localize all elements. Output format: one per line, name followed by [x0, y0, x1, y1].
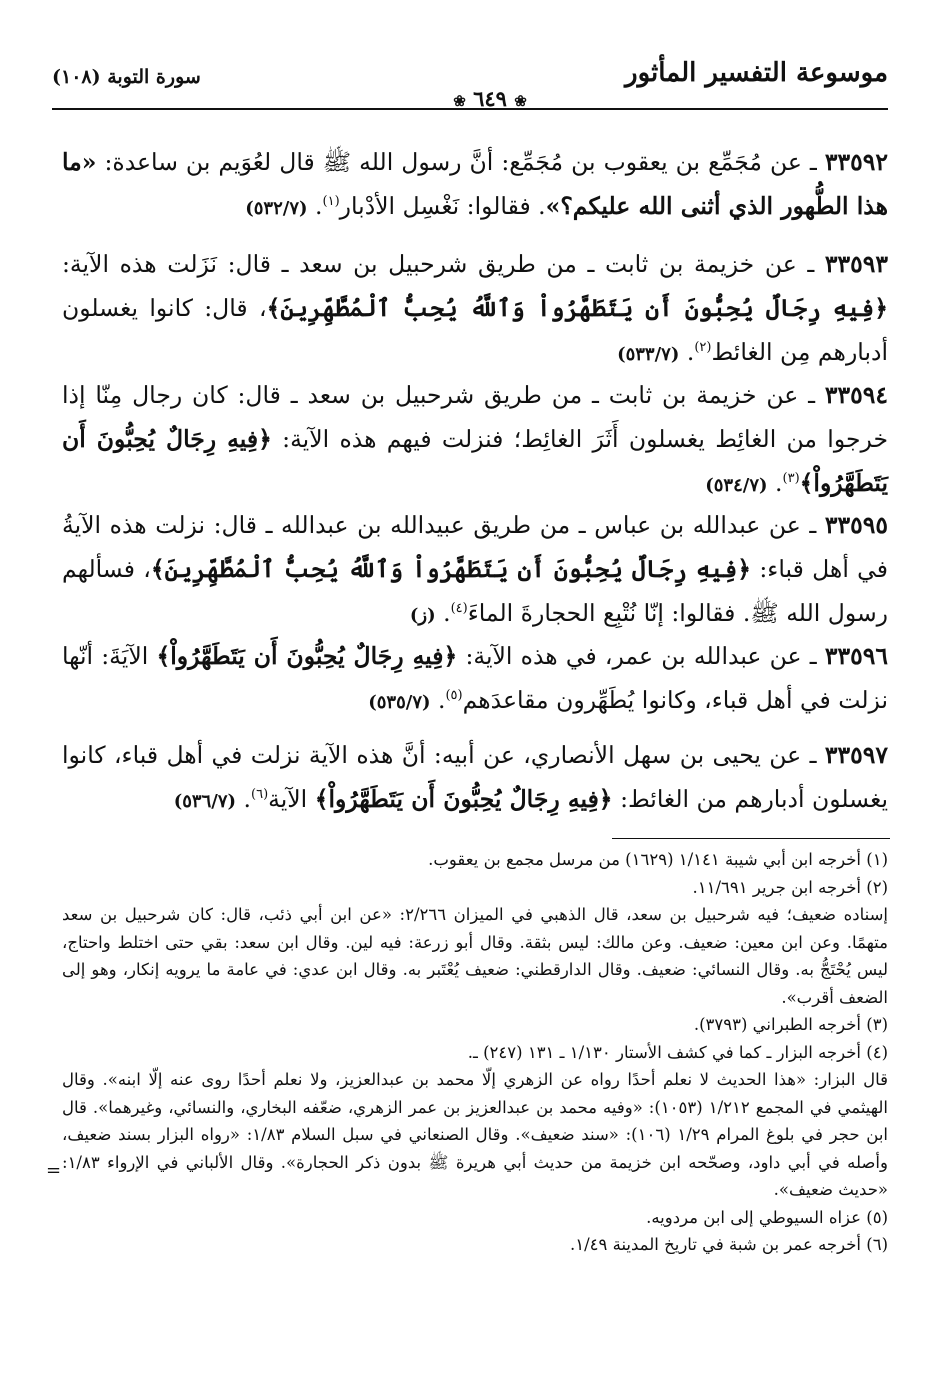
hadith-number: ٣٣٥٩٥	[824, 511, 888, 539]
hadith-entry: ٣٣٥٩٦ ـ عن عبدالله بن عمر، في هذه الآية: ﴿فِيهِ رِجَالٌ يُحِبُّونَ أَن يَتَطَهَّرُواْ﴾ الآيَةَ: أنّها نزلت في أهل قباء، وكانوا يُطَهِّرون مقاعدَهم$^{(٥)}$. (٥٣٥/٧)	[62, 642, 888, 714]
hadith-number: ٣٣٥٩٣	[824, 250, 888, 278]
footnote: (٢) أخرجه ابن جرير ١١/٦٩١.	[692, 877, 888, 897]
hadith-text: ـ عن يحيى بن سهل الأنصاري، عن أبيه: أنَّ هذه الآية نزلت في أهل قباء، كانوا يغسلون أدبارهم من الغائط:	[62, 741, 888, 813]
hadith-entry: ٣٣٥٩٧ ـ عن يحيى بن سهل الأنصاري، عن أبيه: أنَّ هذه الآية نزلت في أهل قباء، كانوا يغسلون أدبارهم من الغائط: ﴿فِيهِ رِجَالٌ يُحِبُّونَ أَن يَتَطَهَّرُواْ﴾ الآية$^{(٦)}$. (٥٣٦/٧)	[62, 741, 888, 813]
footnote: (٥) عزاه السيوطي إلى ابن مردويه.	[646, 1207, 888, 1227]
hadith-text: ـ عن خزيمة بن ثابت ـ من طريق شرحبيل بن سعد ـ قال: كان رجال مِنّا إذا خرجوا من الغائِط يغسلون أَثَرَ الغائِط؛ فنزلت فيهم هذه الآية:	[62, 381, 888, 453]
footnote-commentary: قال البزار: «هذا الحديث لا نعلم أحدًا رواه عن الزهري إلّا محمد بن عبدالعزيز، ولا نعلم أحدًا روى عنه إلّا ابنه». وقال الهيثمي في المجمع ١/٢١٢ (١٠٥٣): «وفيه محمد بن عبدالعزيز بن عمر الزهري، ضعّفه البخاري، والنسائي، وغيرهما». قال ابن حجر في بلوغ المرام ١/٢٩ (١٠٦): «سند ضعيف». وقال الصنعاني في سبل السلام ١/٨٣: «رواه البزار بسند ضعيف، وأصله في أبي داود، وصحّحه ابن خزيمة من حديث أبي هريرة ﷺ بدون ذكر الحجارة». وقال الألباني في الإرواء ١/٨٣: «حديث ضعيف».	[62, 1070, 888, 1199]
footnote-marker: (٣)	[782, 471, 800, 487]
hadith-text-cont: الآيَةَ: أنّها نزلت في أهل قباء، وكانوا يُطَهِّرون مقاعدَهم	[62, 642, 888, 714]
volume-reference: (٥٣٦/٧)	[173, 791, 237, 812]
quran-verse: ﴿فِيهِ رِجَالٌ يُحِبُّونَ أَن يَتَطَهَّرُواْ﴾	[314, 785, 613, 813]
hadith-text-cont: ، قال: كانوا يغسلون أدبارهم مِن الغائط	[62, 294, 888, 366]
footnote-marker: (٦)	[251, 787, 269, 803]
volume-reference: (٥٣٥/٧)	[368, 692, 431, 713]
hadith-entry: ٣٣٥٩٢ ـ عن مُجَمِّع بن يعقوب بن مُجَمِّع: أنَّ رسول الله ﷺ قال لعُوَيم بن ساعدة: «ما هذا الطُّهور الذي أثنى الله عليكم؟». فقالوا: نَغْسِل الأدْبار$^{(١)}$. (٥٣٢/٧)	[62, 148, 888, 220]
ornament-icon: ❀	[453, 92, 466, 110]
hadith-text-cont: . فقالوا: نَغْسِل الأدْبار	[339, 192, 546, 220]
hadith-number: ٣٣٥٩٧	[824, 741, 888, 769]
footnote: (٤) أخرجه البزار ـ كما في كشف الأستار ١/١٣٠ ـ ١٣١ (٢٤٧) ـ.	[467, 1042, 888, 1062]
volume-reference: (٥٣٣/٧)	[617, 344, 680, 365]
hadith-number: ٣٣٥٩٤	[824, 381, 888, 409]
hadith-entry: ٣٣٥٩٥ ـ عن عبدالله بن عباس ـ من طريق عبيدالله بن عبدالله ـ قال: نزلت هذه الآيةُ في أهل قباء: ﴿فِيهِ رِجَالٌ يُحِبُّونَ أَن يَتَطَهَّرُواْ وَٱللَّهُ يُحِبُّ ٱلْمُطَّهِّرِينَ﴾، فسألهم رسول الله ﷺ. فقالوا: إنّا نُتْبِع الحجارةَ الماءَ$^{(٤)}$. (ز)	[62, 511, 888, 627]
hadith-text: ـ عن مُجَمِّع بن يعقوب بن مُجَمِّع: أنَّ رسول الله ﷺ قال لعُوَيم بن ساعدة:	[104, 148, 817, 176]
footnote-marker: (١)	[322, 194, 340, 210]
hadith-text: ـ عن عبدالله بن عباس ـ من طريق عبيدالله بن عبدالله ـ قال: نزلت هذه الآيةُ في أهل قباء:	[62, 511, 888, 583]
page-header	[52, 58, 888, 110]
hadith-number: ٣٣٥٩٢	[824, 148, 888, 176]
book-title: موسوعة التفسير المأثور	[625, 58, 888, 88]
quran-verse: ﴿فِيهِ رِجَالٌ يُحِبُّونَ أَن يَتَطَهَّرُواْ وَٱللَّهُ يُحِبُّ ٱلْمُطَّهِّرِينَ﴾	[150, 555, 752, 583]
header-divider	[52, 108, 888, 110]
hadith-text-cont: ، فسألهم رسول الله ﷺ. فقالوا: إنّا نُتْبِع الحجارةَ الماءَ	[62, 555, 888, 627]
ornament-icon: ❀	[514, 92, 527, 110]
hadith-number: ٣٣٥٩٦	[824, 642, 888, 670]
quran-verse: ﴿فِيهِ رِجَالٌ يُحِبُّونَ أَن يَتَطَهَّرُواْ﴾	[62, 425, 888, 497]
surah-label: سورة التوبة (١٠٨)	[52, 66, 201, 88]
footnote: (٦) أخرجه عمر بن شبة في تاريخ المدينة ١/٤٩.	[569, 1235, 888, 1254]
footnote-divider	[612, 838, 890, 839]
margin-mark: =	[46, 1160, 62, 1181]
hadith-entry: ٣٣٥٩٤ ـ عن خزيمة بن ثابت ـ من طريق شرحبيل بن سعد ـ قال: كان رجال مِنّا إذا خرجوا من الغائِط يغسلون أَثَرَ الغائِط؛ فنزلت فيهم هذه الآية: ﴿فِيهِ رِجَالٌ يُحِبُّونَ أَن يَتَطَهَّرُواْ﴾$^{(٣)}$. (٥٣٤/٧)	[62, 381, 888, 497]
footnote-marker: (٥)	[445, 688, 463, 704]
quran-verse: ﴿فِيهِ رِجَالٌ يُحِبُّونَ أَن يَتَطَهَّرُواْ﴾	[156, 642, 458, 670]
footnote-marker: (٤)	[450, 601, 468, 617]
hadith-quote: «ما هذا الطُّهور الذي أثنى الله عليكم؟»	[62, 148, 888, 220]
page-number: ٦٤٩	[473, 86, 507, 111]
volume-reference: (ز)	[409, 605, 436, 626]
hadith-entry: ٣٣٥٩٣ ـ عن خزيمة بن ثابت ـ من طريق شرحبيل بن سعد ـ قال: نَزَلت هذه الآية: ﴿فِيهِ رِجَالٌ يُحِبُّونَ أَن يَتَطَهَّرُواْ وَٱللَّهُ يُحِبُّ ٱلْمُطَّهِّرِينَ﴾، قال: كانوا يغسلون أدبارهم مِن الغائط$^{(٢)}$. (٥٣٣/٧)	[62, 250, 888, 366]
volume-reference: (٥٣٤/٧)	[705, 475, 768, 496]
quran-verse: ﴿فِيهِ رِجَالٌ يُحِبُّونَ أَن يَتَطَهَّرُواْ وَٱللَّهُ يُحِبُّ ٱلْمُطَّهِّرِينَ﴾	[266, 294, 888, 322]
footnote-marker: (٢)	[694, 340, 712, 356]
footnote: (١) أخرجه ابن أبي شيبة ١/١٤١ (١٦٢٩) من مرسل مجمع بن يعقوب.	[428, 850, 888, 869]
footnotes-section	[62, 846, 888, 1259]
footnote-commentary: إسناده ضعيف؛ فيه شرحبيل بن سعد، قال الذهبي في الميزان ٢/٢٦٦: «عن ابن أبي ذئب، قال: كان شرحبيل بن سعد متهمًا. وعن ابن معين: ضعيف. وعن مالك: ليس بثقة. وقال أبو زرعة: فيه لين. وقال ابن سعد: بقي حتى اختلط واحتاج، ليس يُحْتَجُّ به. وقال النسائي: ضعيف. وقال الدارقطني: ضعيف يُعْتَبر به. وقال ابن عدي: في عامة ما يرويه إنكار، وهو إلى الضعف أقرب».	[62, 905, 888, 1007]
hadith-text: ـ عن خزيمة بن ثابت ـ من طريق شرحبيل بن سعد ـ قال: نَزَلت هذه الآية:	[62, 250, 815, 278]
footnote: (٣) أخرجه الطبراني (٣٧٩٣).	[693, 1015, 888, 1034]
hadith-text: ـ عن عبدالله بن عمر، في هذه الآية:	[465, 642, 817, 670]
volume-reference: (٥٣٢/٧)	[245, 198, 308, 219]
hadith-text-cont: الآية	[268, 785, 308, 813]
